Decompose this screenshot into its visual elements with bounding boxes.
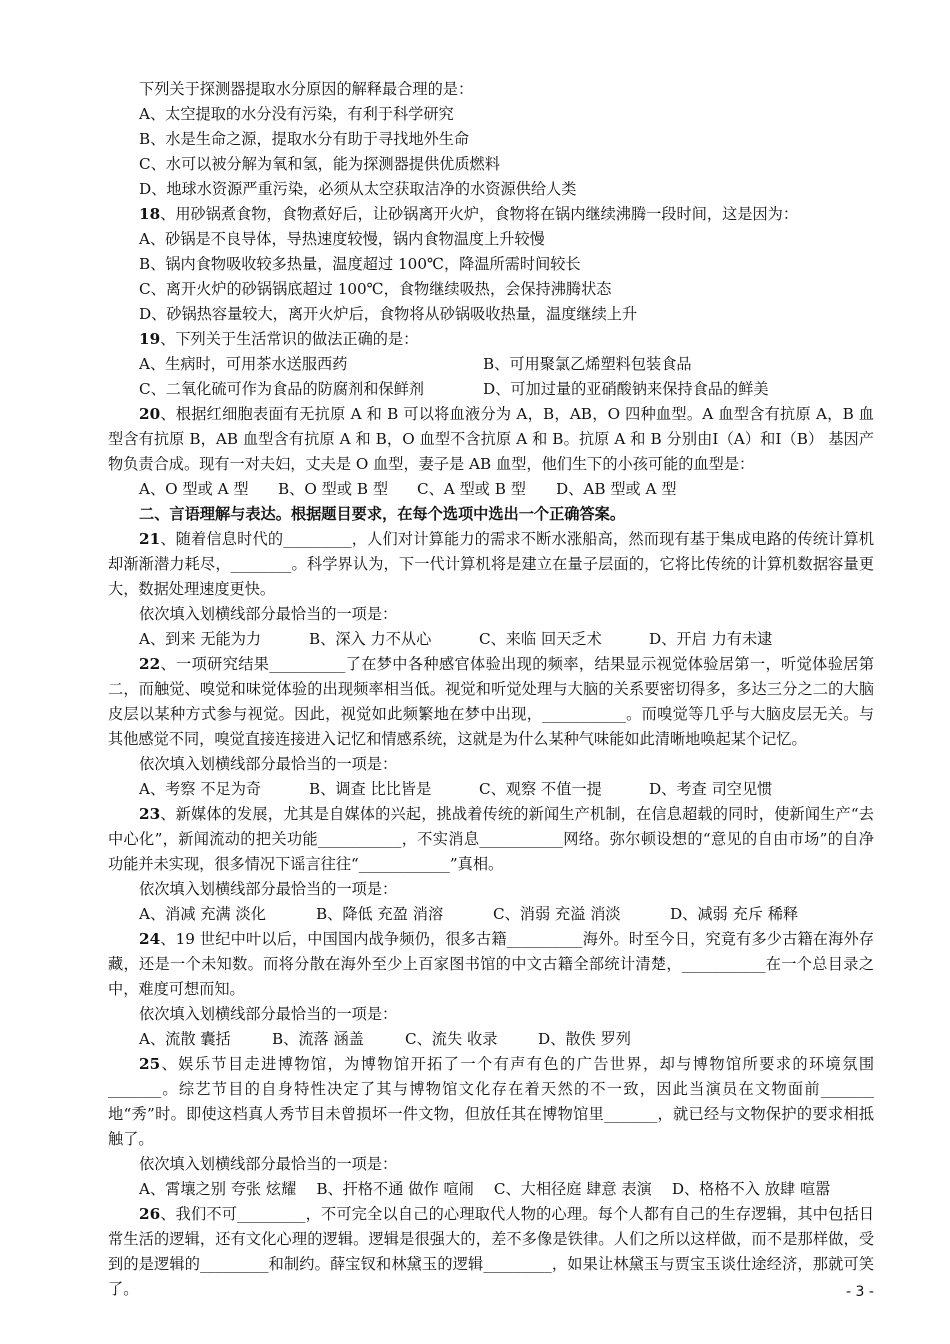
- q18-stem: [108, 202, 874, 227]
- q19-option-b: B、可用聚氯乙烯塑料包装食品: [483, 355, 692, 373]
- q25-number: 25: [139, 1055, 161, 1073]
- q22-number: 22: [139, 655, 161, 673]
- q21-prompt: 依次填入划横线部分最恰当的一项是：: [139, 605, 398, 623]
- q21-option-d: D、开启 力有未逮: [649, 630, 773, 648]
- q24-option-a: A、流散 囊括: [139, 1030, 231, 1048]
- q22-text: 、一项研究结果__________了在梦中各种感官体验出现的频率，结果显示视觉体验居第一，听觉体验居第二，而触觉、嗅觉和味觉体验的出现频率相当低。视觉和听觉处理与大脑的关系要密切得多，多达三分之二的大脑皮层以某种方式参与视觉。因此，视觉如此频繁地在梦中出现，___________。而嗅觉等几乎与大脑皮层无关。与其他感觉不同，嗅觉直接连接进入记忆和情感系统，这就是为什么某种气味能如此清晰地唤起某个记忆。: [108, 655, 874, 748]
- q21-option-c: C、来临 回天乏术: [479, 630, 602, 648]
- q20-option-d: D、AB 型或 A 型: [556, 480, 677, 498]
- q23-stem: [108, 802, 874, 877]
- q18-option-c: C、离开火炉的砂锅锅底超过 100℃，食物继续吸热，会保持沸腾状态: [139, 280, 612, 298]
- q24-option-c: C、流失 收录: [405, 1030, 498, 1048]
- q23-option-b: B、降低 充盈 消溶: [316, 905, 444, 923]
- q19-option-a: A、生病时，可用茶水送服西药: [139, 355, 348, 373]
- q22-option-c: C、观察 不值一提: [479, 780, 602, 798]
- q19-options-row-2: [108, 377, 874, 402]
- q21-options-row: [108, 627, 874, 652]
- q21-option-b: B、深入 力不从心: [309, 630, 432, 648]
- q24-number: 24: [139, 930, 161, 948]
- q22-stem: [108, 652, 874, 752]
- q22-option-b: B、调查 比比皆是: [309, 780, 432, 798]
- q23-option-c: C、消弱 充溢 消淡: [493, 905, 621, 923]
- q23-text: 、新媒体的发展，尤其是自媒体的兴起，挑战着传统的新闻生产机制，在信息超载的同时，使新闻生产“去中心化”，新闻流动的把关功能___________，不实消息___________网络。弥尔顿设想的“意见的自由市场”的自净功能并未实现，很多情况下谣言往往“____________”真相。: [108, 805, 874, 873]
- q20-option-c: C、A 型或 B 型: [417, 480, 526, 498]
- q20-option-b: B、O 型或 B 型: [278, 480, 389, 498]
- q24-stem: [108, 927, 874, 1002]
- q23-prompt: 依次填入划横线部分最恰当的一项是：: [139, 880, 398, 898]
- q17-option-a: A、太空提取的水分没有污染，有利于科学研究: [139, 105, 454, 123]
- q25-stem: [108, 1052, 874, 1152]
- q17-option-c: C、水可以被分解为氧和氢，能为探测器提供优质燃料: [139, 155, 500, 173]
- q17-stem: 下列关于探测器提取水分原因的解释最合理的是：: [139, 80, 474, 98]
- q25-text: 、娱乐节目走进博物馆，为博物馆开拓了一个有声有色的广告世界，却与博物馆所要求的环境氛围_______。综艺节目的自身特性决定了其与博物馆文化存在着天然的不一致，因此当演员在文物面前_______地“秀”时。即使这档真人秀节目未曾损坏一件文物，但放任其在博物馆里_______，就已经与文物保护的要求相抵触了。: [108, 1055, 874, 1148]
- q26-text: 、我们不可_________，不可完全以自己的心理取代人物的心理。每个人都有自己的生存逻辑，其中包括日常生活的逻辑，还有文化心理的逻辑。逻辑是很强大的，差不多像是铁律。人们之所以这样做，而不是那样做，受到的是逻辑的_________和制约。薛宝钗和林黛玉的逻辑_________，如果让林黛玉与贾宝玉谈仕途经济，那就可笑了。: [108, 1205, 874, 1298]
- q21-number: 21: [139, 530, 161, 548]
- q23-option-a: A、消减 充满 淡化: [139, 905, 266, 923]
- q19-option-c: C、二氧化硫可作为食品的防腐剂和保鲜剂: [139, 380, 424, 398]
- q19-number: 19: [139, 330, 161, 348]
- q18-option-d: D、砂锅热容量较大，离开火炉后，食物将从砂锅吸收热量，温度继续上升: [139, 305, 638, 323]
- q22-option-a: A、考察 不足为奇: [139, 780, 262, 798]
- q21-option-a: A、到来 无能为力: [139, 630, 262, 648]
- q26-number: 26: [139, 1205, 161, 1223]
- page-number: - 3 -: [846, 1284, 874, 1300]
- q22-prompt: 依次填入划横线部分最恰当的一项是：: [139, 755, 398, 773]
- q18-option-b: B、锅内食物吸收较多热量，温度超过 100℃，降温所需时间较长: [139, 255, 581, 273]
- q25-prompt: 依次填入划横线部分最恰当的一项是：: [139, 1155, 398, 1173]
- q20-number: 20: [139, 405, 161, 423]
- q20-text: 、根据红细胞表面有无抗原 A 和 B 可以将血液分为 A，B，AB，O 四种血型。A 血型含有抗原 A，B 血型含有抗原 B，AB 血型含有抗原 A 和 B，O 血型不含抗原 A 和 B。抗原 A 和 B 分别由Ⅰ（A）和Ⅰ（B） 基因产物负责合成。现有一对夫妇，丈夫是 O 血型，妻子是 AB 血型，他们生下的小孩可能的血型是：: [108, 405, 874, 473]
- exam-page: [108, 77, 874, 1302]
- q24-option-b: B、流落 涵盖: [272, 1030, 364, 1048]
- q20-stem: [108, 402, 874, 477]
- q19-options-row-1: [108, 352, 874, 377]
- q17-option-d: D、地球水资源严重污染，必须从太空获取洁净的水资源供给人类: [139, 180, 577, 198]
- q23-options-row: [108, 902, 874, 927]
- q19-option-d: D、可加过量的亚硝酸钠来保持食品的鲜美: [483, 380, 769, 398]
- q19-stem: [108, 327, 874, 352]
- q20-option-a: A、O 型或 A 型: [139, 480, 249, 498]
- q18-number: 18: [139, 205, 161, 223]
- q17-option-b: B、水是生命之源，提取水分有助于寻找地外生命: [139, 130, 470, 148]
- q24-option-d: D、散佚 罗列: [538, 1030, 631, 1048]
- q25-options: A、霄壤之别 夸张 炫耀 B、扞格不通 做作 喧闹 C、大相径庭 肆意 表演 D、格格不入 放肆 喧嚣: [139, 1180, 831, 1198]
- section2-heading: 二、言语理解与表达。根据题目要求，在每个选项中选出一个正确答案。: [139, 505, 625, 523]
- q18-option-a: A、砂锅是不良导体，导热速度较慢，锅内食物温度上升较慢: [139, 230, 545, 248]
- q23-option-d: D、减弱 充斥 稀释: [670, 905, 799, 923]
- q24-text: 、19 世纪中叶以后，中国国内战争频仍，很多古籍__________海外。时至今日，究竟有多少古籍在海外存藏，还是一个未知数。而将分散在海外至少上百家图书馆的中文古籍全部统计清楚，___________在一个总目录之中，难度可想而知。: [108, 930, 874, 998]
- q26-stem: [108, 1202, 874, 1302]
- q19-text: 、下列关于生活常识的做法正确的是：: [160, 330, 419, 348]
- q23-number: 23: [139, 805, 161, 823]
- q24-options-row: [108, 1027, 874, 1052]
- q22-options-row: [108, 777, 874, 802]
- q18-text: 、用砂锅煮食物，食物煮好后，让砂锅离开火炉，食物将在锅内继续沸腾一段时间，这是因为：: [160, 205, 799, 223]
- q22-option-d: D、考查 司空见惯: [649, 780, 773, 798]
- q21-text: 、随着信息时代的_________，人们对计算能力的需求不断水涨船高，然而现有基于集成电路的传统计算机却渐渐潜力耗尽，________。科学界认为，下一代计算机将是建立在量子层面的，它将比传统的计算机数据容量更大，数据处理速度更快。: [108, 530, 874, 598]
- q24-prompt: 依次填入划横线部分最恰当的一项是：: [139, 1005, 398, 1023]
- q21-stem: [108, 527, 874, 602]
- q20-options-row: [108, 477, 874, 502]
